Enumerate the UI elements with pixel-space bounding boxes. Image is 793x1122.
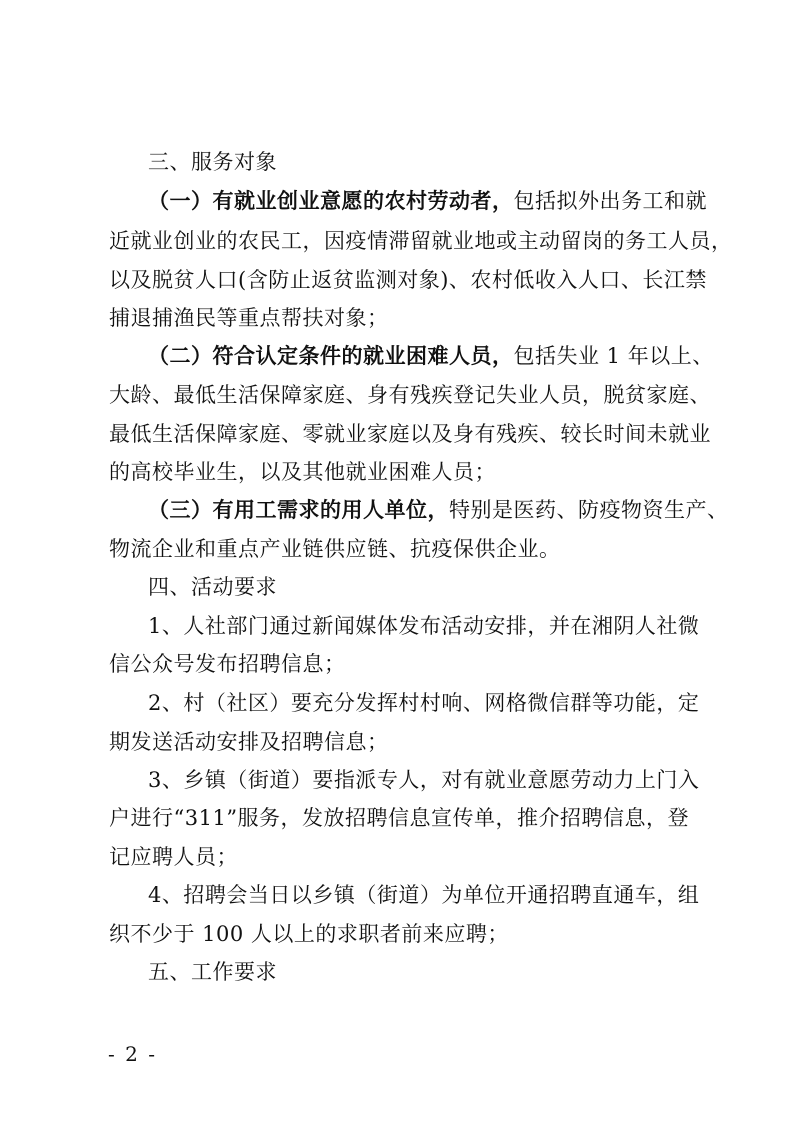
section-3-item-1-line-1 — [148, 186, 707, 216]
section-3-heading: 三、服务对象 — [148, 150, 277, 174]
section-4-item-3-line-3: 记应聘人员； — [109, 845, 238, 869]
section-5-heading: 五、工作要求 — [148, 960, 277, 984]
section-3-item-3-line-1 — [148, 495, 729, 525]
section-3-item-1-line-2: 近就业创业的农民工，因疫情滞留就业地或主动留岗的务工人员， — [109, 229, 733, 253]
section-3-item-1-text: 包括拟外出务工和就 — [513, 189, 707, 213]
section-4-item-2-line-2: 期发送活动安排及招聘信息； — [109, 730, 389, 754]
section-3-item-1-line-3: 以及脱贫人口(含防止返贫监测对象)、农村低收入人口、长江禁 — [109, 268, 707, 292]
section-4-item-4-line-2: 织不少于 100 人以上的求职者前来应聘； — [109, 922, 509, 946]
section-3-item-2-line-4: 的高校毕业生，以及其他就业困难人员； — [109, 460, 496, 484]
section-3-item-2-line-3: 最低生活保障家庭、零就业家庭以及身有残疾、较长时间未就业 — [109, 422, 711, 446]
section-4-item-3-line-2: 户进行“311”服务，发放招聘信息宣传单，推介招聘信息，登 — [109, 806, 690, 830]
section-4-heading: 四、活动要求 — [148, 575, 277, 599]
section-3-item-1-title: （一）有就业创业意愿的农村劳动者， — [148, 188, 514, 213]
section-4-item-2-line-1: 2、村（社区）要充分发挥村村响、网格微信群等功能，定 — [148, 691, 700, 715]
section-3-item-2-text: 包括失业 1 年以上、 — [513, 344, 714, 368]
section-3-item-1-line-4: 捕退捕渔民等重点帮扶对象； — [109, 306, 389, 330]
section-4-item-1-line-1: 1、人社部门通过新闻媒体发布活动安排，并在湘阴人社微 — [148, 614, 700, 638]
section-4-item-3-line-1: 3、乡镇（街道）要指派专人，对有就业意愿劳动力上门入 — [148, 768, 700, 792]
section-3-item-3-title: （三）有用工需求的用人单位， — [148, 497, 449, 522]
section-3-item-3-text: 特别是医药、防疫物资生产、 — [449, 498, 729, 522]
section-3-item-2-line-2: 大龄、最低生活保障家庭、身有残疾登记失业人员，脱贫家庭、 — [109, 383, 711, 407]
section-3-item-2-line-1 — [148, 341, 714, 371]
section-3-item-3-line-2: 物流企业和重点产业链供应链、抗疫保供企业。 — [109, 537, 561, 561]
page-number: - 2 - — [108, 1042, 157, 1066]
section-3-item-2-title: （二）符合认定条件的就业困难人员， — [148, 343, 514, 368]
section-4-item-4-line-1: 4、招聘会当日以乡镇（街道）为单位开通招聘直通车，组 — [148, 883, 700, 907]
section-4-item-1-line-2: 信公众号发布招聘信息； — [109, 652, 346, 676]
